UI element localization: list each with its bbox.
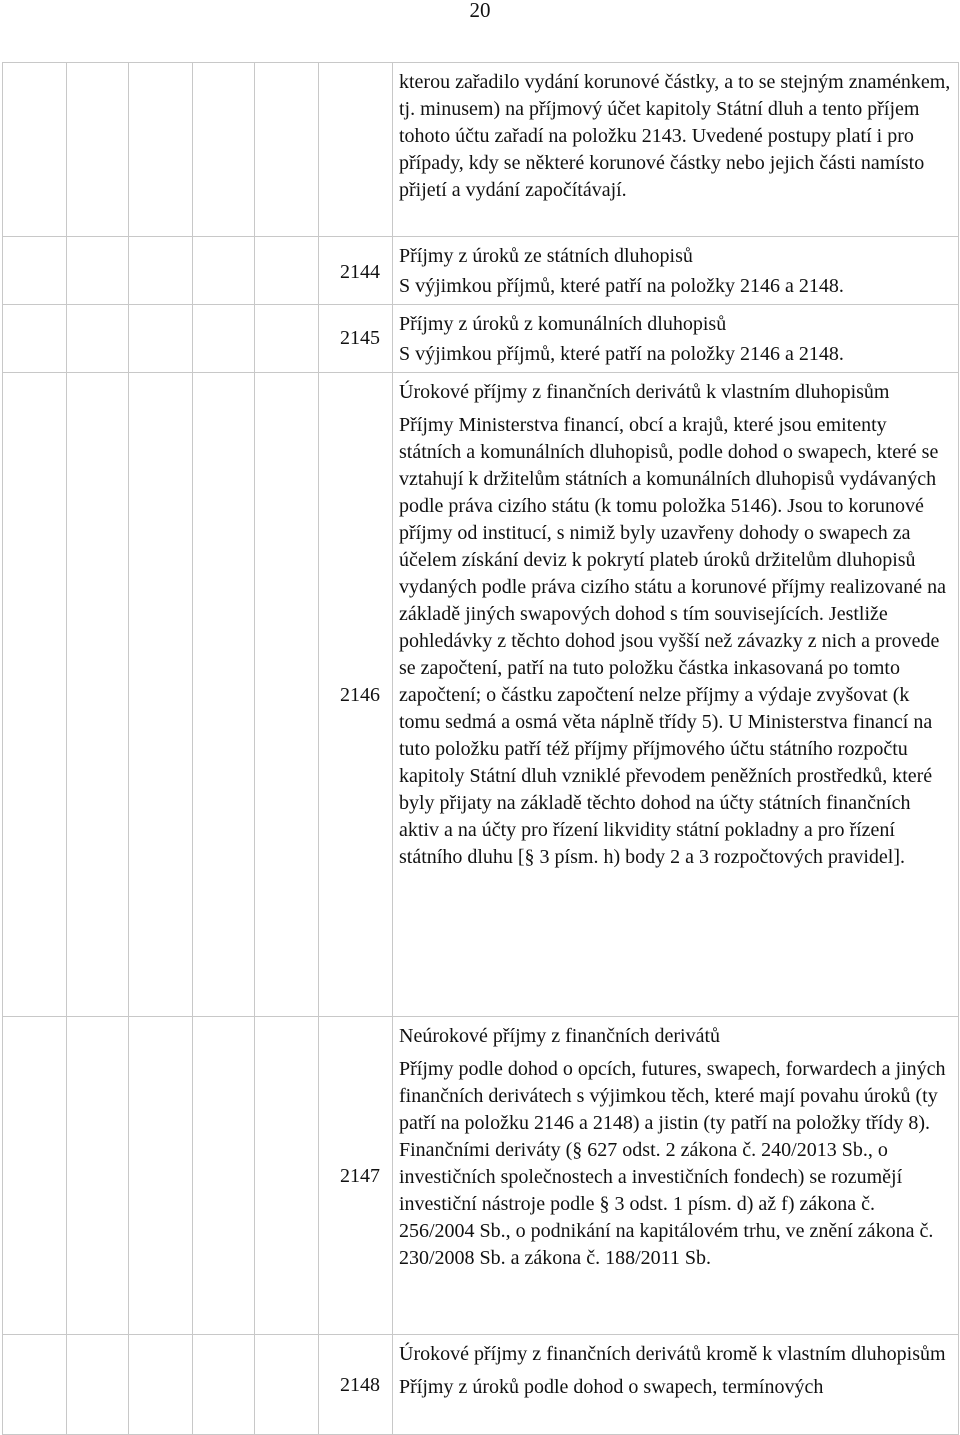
empty-cell	[193, 373, 255, 1017]
item-text	[393, 63, 959, 237]
empty-cell	[129, 373, 193, 1017]
empty-cell	[193, 1017, 255, 1335]
empty-cell	[129, 1335, 193, 1435]
item-text	[393, 373, 959, 1017]
table-row	[3, 305, 959, 373]
budget-items-table	[2, 62, 959, 1435]
empty-cell	[67, 373, 129, 1017]
empty-cell	[255, 373, 319, 1017]
item-text	[393, 1017, 959, 1335]
item-description: Příjmy podle dohod o opcích, futures, swapech, forwardech a jiných finančních derivátech s výjimkou těch, které mají povahu úroků (ty patří na položku 2146 a 2148) a jistin (ty patří na položky třídy 8). Finančními deriváty (§ 627 odst. 2 zákona č. 240/2013 Sb., o investičních společnostech a investičních fondech) se rozumějí investiční nástroje podle § 3 odst. 1 písm. d) až f) zákona č. 256/2004 Sb., o podnikání na kapitálovém trhu, ve znění zákona č. 230/2008 Sb. a zákona č. 188/2011 Sb.	[399, 1058, 946, 1269]
table-row	[3, 63, 959, 237]
item-description: Příjmy Ministerstva financí, obcí a krajů, které jsou emitenty státních a komunálních dluhopisů, podle dohod o swapech, které se vztahují k držitelům státních a komunálních dluhopisů vydávaných podle práva cizího státu (k tomu položka 5146). Jsou to korunové příjmy od institucí, s nimiž byly uzavřeny dohody o swapech za účelem získání deviz k pokrytí plateb úroků držitelům dluhopisů vydaných podle práva cizího státu a korunové příjmy realizované na základě jiných swapových dohod s tím souvisejících. Jestliže pohledávky z těchto dohod jsou vyšší než závazky z nich a provede se započtení, patří na tuto položku částka inkasovaná po tomto započtení; o částku započtení nelze příjmy a výdaje zvyšovat (k tomu sedmá a osmá věta náplně třídy 5). U Ministerstva financí na tuto položku patří též příjmy příjmového účtu státního rozpočtu kapitoly Státní dluh vzniklé převodem peněžních prostředků, které byly přijaty na základě těchto dohod na účty státních finančních aktiv a na účty pro řízení likvidity státní pokladny a pro řízení státního dluhu [§ 3 písm. h) body 2 a 3 rozpočtových pravidel].	[399, 414, 947, 868]
empty-cell	[129, 237, 193, 305]
empty-cell	[193, 1335, 255, 1435]
item-code	[319, 237, 393, 305]
item-text	[393, 237, 959, 305]
empty-cell	[255, 305, 319, 373]
item-text	[393, 1335, 959, 1435]
empty-cell	[67, 1017, 129, 1335]
empty-cell	[3, 63, 67, 237]
table-row	[3, 1017, 959, 1335]
empty-cell	[129, 1017, 193, 1335]
item-code-value: 2148	[340, 1373, 380, 1396]
empty-cell	[255, 1335, 319, 1435]
table-row	[3, 237, 959, 305]
item-title: Neúrokové příjmy z finančních derivátů	[399, 1025, 720, 1047]
empty-cell	[129, 305, 193, 373]
empty-cell	[193, 63, 255, 237]
table-row	[3, 373, 959, 1017]
item-code	[319, 373, 393, 1017]
table-row	[3, 1335, 959, 1435]
empty-cell	[3, 305, 67, 373]
empty-cell	[255, 1017, 319, 1335]
item-code-value: 2145	[340, 327, 380, 349]
empty-cell	[255, 63, 319, 237]
item-title: Úrokové příjmy z finančních derivátů k vlastním dluhopisům	[399, 381, 890, 403]
item-code	[319, 1017, 393, 1335]
item-code-value: 2147	[340, 1164, 380, 1187]
item-code	[319, 1335, 393, 1435]
empty-cell	[3, 237, 67, 305]
empty-cell	[67, 1335, 129, 1435]
item-text	[393, 305, 959, 373]
item-description: S výjimkou příjmů, které patří na položky 2146 a 2148.	[399, 275, 844, 297]
empty-cell	[3, 1017, 67, 1335]
empty-cell	[193, 305, 255, 373]
item-title: Úrokové příjmy z finančních derivátů kromě k vlastním dluhopisům	[399, 1343, 946, 1365]
empty-cell	[67, 237, 129, 305]
item-description: Příjmy z úroků podle dohod o swapech, termínových	[399, 1376, 824, 1398]
empty-cell	[129, 63, 193, 237]
item-code-value: 2144	[340, 261, 380, 283]
empty-cell	[255, 237, 319, 305]
empty-cell	[3, 373, 67, 1017]
item-title: Příjmy z úroků ze státních dluhopisů	[399, 245, 693, 267]
empty-cell	[67, 63, 129, 237]
empty-cell	[3, 1335, 67, 1435]
page-number: 20	[469, 0, 491, 22]
continuation-text: kterou zařadilo vydání korunové částky, a to se stejným znaménkem, tj. minusem) na příjmový účet kapitoly Státní dluh a tento příjem tohoto účtu zařadí na položku 2143. Uvedené postupy platí i pro případy, kdy se některé korunové částky nebo jejich části namísto přijetí a vydání započítávají.	[399, 71, 951, 201]
item-code-value: 2146	[340, 683, 380, 706]
item-description: S výjimkou příjmů, které patří na položky 2146 a 2148.	[399, 343, 844, 365]
item-code	[319, 63, 393, 237]
empty-cell	[67, 305, 129, 373]
item-title: Příjmy z úroků z komunálních dluhopisů	[399, 313, 727, 335]
empty-cell	[193, 237, 255, 305]
item-code	[319, 305, 393, 373]
